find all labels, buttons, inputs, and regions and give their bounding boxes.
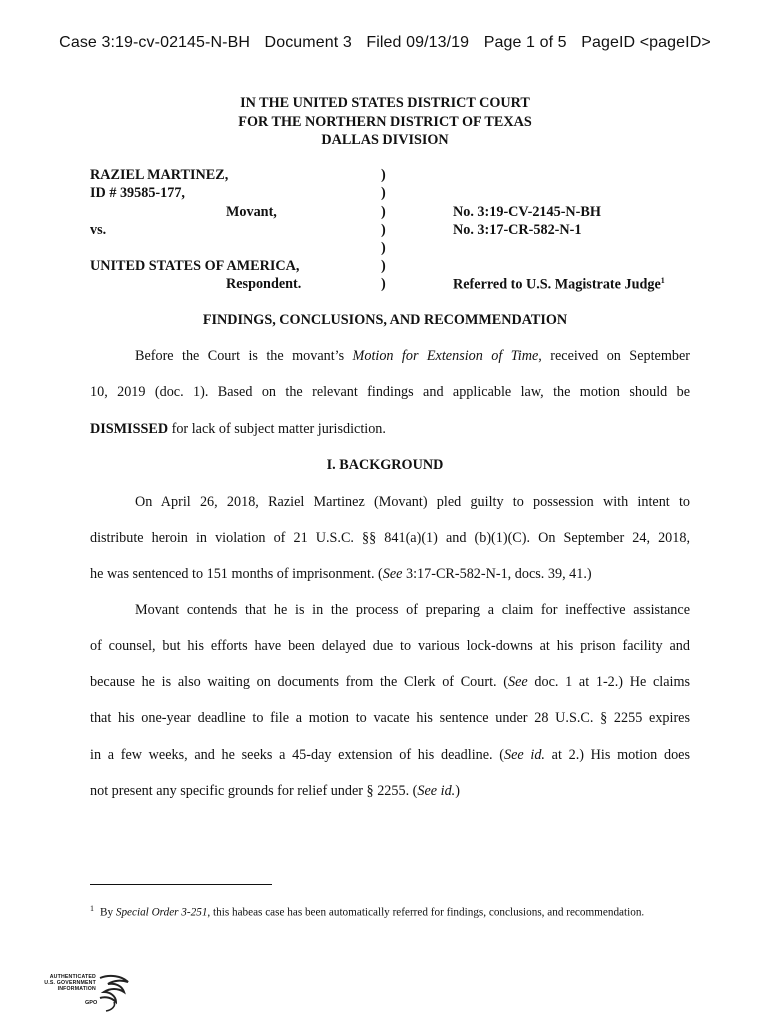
para2-line-1: Movant contends that he is in the process of preparing a claim for ineffective assistance [135,602,690,618]
page-indicator: Page 1 of 5 [483,34,567,51]
respondent-role: Respondent. [226,276,302,292]
court-line-1: IN THE UNITED STATES DISTRICT COURT [240,95,530,111]
case-number: Case 3:19-cv-02145-N-BH [59,34,250,51]
respondent-name: UNITED STATES OF AMERICA, [90,258,300,274]
para2-line-6: not present any specific grounds for relief under § 2255. (See id.) [90,783,460,799]
movant-name: RAZIEL MARTINEZ, [90,167,229,183]
caption-paren: ) [381,167,386,183]
page-id: PageID <pageID> [581,34,711,51]
caption-paren: ) [381,258,386,274]
intro-line-1: Before the Court is the movant’s Motion for Extension of Time, received on September [135,348,690,364]
court-line-3: DALLAS DIVISION [321,132,449,148]
caption-paren: ) [381,276,386,292]
seal-text: AUTHENTICATED U.S. GOVERNMENT INFORMATION [44,974,96,992]
footnote: $^1$ By Special Order 3-251, this habeas case has been automatically referred for findings, conclusions, and recommendation. [90,904,645,919]
section-heading-background: I. BACKGROUND [326,457,444,473]
footnote-number: 1 [90,904,94,913]
gpo-authentication-seal [44,974,134,1018]
intro-line-2: 10, 2019 (doc. 1). Based on the relevant findings and applicable law, the motion should be [90,384,690,400]
filed-date: Filed 09/13/19 [366,34,470,51]
para2-line-4: that his one-year deadline to file a motion to vacate his sentence under 28 U.S.C. § 2255 expires [90,710,690,726]
para1-line-1: On April 26, 2018, Raziel Martinez (Movant) pled guilty to possession with intent to [135,494,690,510]
para1-line-2: distribute heroin in violation of 21 U.S.C. §§ 841(a)(1) and (b)(1)(C). On September 24, 2018, [90,530,690,546]
para2-line-5: in a few weeks, and he seeks a 45-day extension of his deadline. (See id. at 2.) His motion does [90,747,690,763]
caption-paren: ) [381,240,386,256]
motion-title: Motion for Extension of Time [352,348,539,364]
caption-paren: ) [381,185,386,201]
disposition: DISMISSED [90,421,169,437]
movant-role: Movant, [226,204,277,220]
referral-note: Referred to U.S. Magistrate Judge$^1$ [453,276,665,293]
gpo-label: GPO [85,1000,98,1006]
para2-line-2: of counsel, but his efforts have been delayed due to various lock-downs at his prison facility and [90,638,690,654]
movant-id: ID # 39585-177, [90,185,185,201]
para1-line-3: he was sentenced to 151 months of imprisonment. (See 3:17-CR-582-N-1, docs. 39, 41.) [90,566,592,582]
para2-line-3: because he is also waiting on documents from the Clerk of Court. (See doc. 1 at 1-2.) He claims [90,674,690,690]
case-caption [0,167,770,297]
criminal-case-number: No. 3:17-CR-582-N-1 [453,222,582,238]
page-header [0,34,770,52]
civil-case-number: No. 3:19-CV-2145-N-BH [453,204,601,220]
court-line-2: FOR THE NORTHERN DISTRICT OF TEXAS [238,113,532,130]
document-number: Document 3 [264,34,352,51]
document-title: FINDINGS, CONCLUSIONS, AND RECOMMENDATION [202,312,568,328]
caption-paren: ) [381,222,386,238]
footnote-divider [90,884,272,885]
footnote-marker: 1 [660,276,665,285]
intro-line-3: DISMISSED for lack of subject matter jurisdiction. [90,421,386,437]
versus: vs. [90,222,107,238]
gpo-eagle-icon [94,974,134,1014]
caption-paren: ) [381,204,386,220]
court-heading [0,94,770,150]
